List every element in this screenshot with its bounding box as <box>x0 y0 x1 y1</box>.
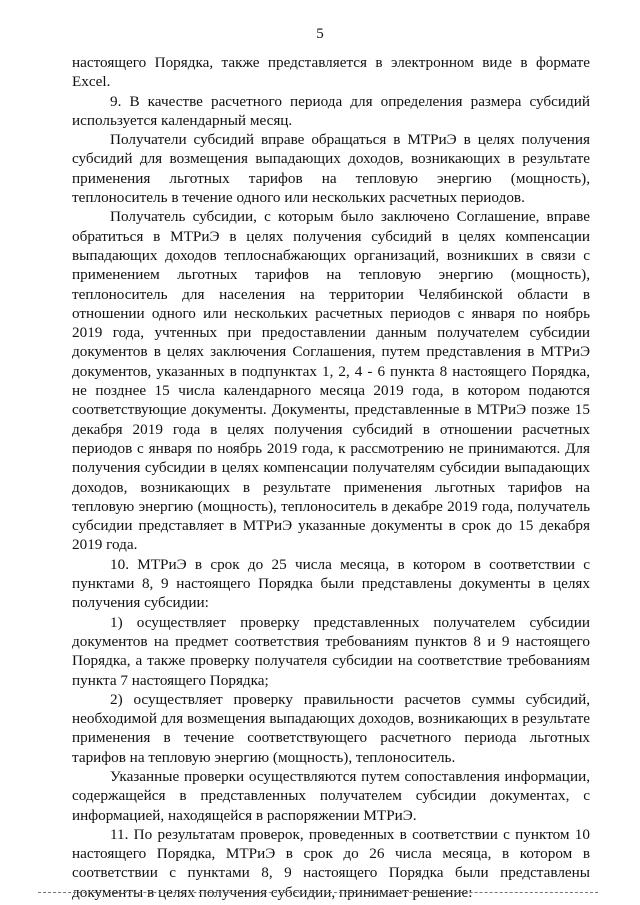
paragraph-item-10: 10. МТРиЭ в срок до 25 числа месяца, в котором в соответствии с пунктами 8, 9 настоящего Порядка были представлены документы в целях получения субсидии: <box>72 555 590 612</box>
paragraph-recipients-right: Получатели субсидий вправе обращаться в МТРиЭ в целях получения субсидий для возмещения выпадающих доходов, возникающих в результате применения льготных тарифов на тепловую энергию (мощность), теплоноситель в течение одного или нескольких расчетных периодов. <box>72 131 590 207</box>
page-number: 5 <box>316 26 324 42</box>
paragraph-subitem-1: 1) осуществляет проверку представленных получателем субсидии документов на предмет соответствия требованиям пунктов 8 и 9 настоящего Порядка, а также проверку получателя субсидии на соответствие требованиям пункта 7 настоящего Порядка; <box>72 613 590 689</box>
document-body <box>72 53 590 902</box>
footer-divider <box>38 892 598 893</box>
paragraph-subitem-2: 2) осуществляет проверку правильности расчетов суммы субсидий, необходимой для возмещения выпадающих доходов, возникающих в результате применения в течение соответствующего расчетного периода льготных тарифов на тепловую энергию (мощность), теплоноситель. <box>72 690 590 766</box>
paragraph-continuation: настоящего Порядка, также представляется в электронном виде в формате Excel. <box>72 54 590 91</box>
paragraph-checks-note: Указанные проверки осуществляются путем сопоставления информации, содержащейся в представленных получателем субсидии документах, с информацией, находящейся в распоряжении МТРиЭ. <box>72 767 590 824</box>
paragraph-item-9: 9. В качестве расчетного периода для определения размера субсидий используется календарный месяц. <box>72 92 590 129</box>
paragraph-item-11: 11. По результатам проверок, проведенных в соответствии с пунктом 10 настоящего Порядка, МТРиЭ в срок до 26 числа месяца, в котором в соответствии с пунктами 8, 9 настоящего Порядка были представлены документы в целях получения субсидии, принимает решение: <box>72 825 590 901</box>
paragraph-agreement-recipient: Получатель субсидии, с которым было заключено Соглашение, вправе обратиться в МТРиЭ в целях получения субсидий в целях компенсации выпадающих доходов теплоснабжающих организаций, возникших в связи с применением льготных тарифов на тепловую энергию (мощность), теплоноситель для населения на территории Челябинской области в отношении одного или нескольких расчетных периодов с января по ноябрь 2019 года, учтенных при предоставлении данным получателем субсидии документов в целях заключения Соглашения, путем представления в МТРиЭ документов, указанных в подпунктах 1, 2, 4 - 6 пункта 8 настоящего Порядка, не позднее 15 числа календарного месяца 2019 года, в котором подаются соответствующие документы. Документы, представленные в МТРиЭ позже 15 декабря 2019 года в целях получения субсидий в отношении расчетных периодов с января по ноябрь 2019 года, к рассмотрению не принимаются. Для получения субсидии в целях компенсации получателям субсидии выпадающих доходов, возникающих в результате применения льготных тарифов на тепловую энергию (мощность), теплоноситель в декабре 2019 года, получатель субсидии представляет в МТРиЭ указанные документы в срок до 15 декабря 2019 года. <box>72 208 590 554</box>
